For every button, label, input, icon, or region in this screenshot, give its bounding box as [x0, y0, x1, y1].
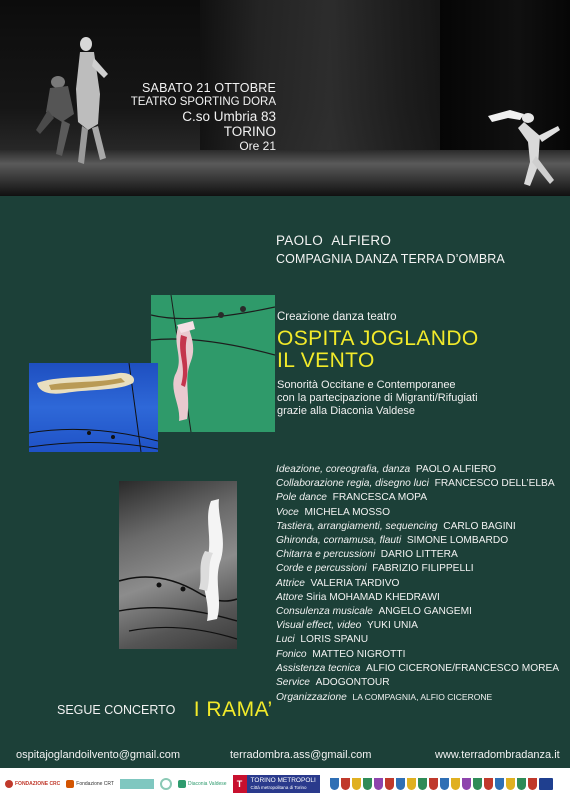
credit-name: Siria MOHAMAD KHEDRAWI	[306, 591, 440, 603]
credit-line	[276, 605, 559, 619]
credit-role: Assistenza tecnica	[276, 662, 361, 674]
crest-icon	[363, 778, 372, 790]
crest-icon	[462, 778, 471, 790]
credit-name: MATTEO NIGROTTI	[312, 648, 406, 660]
crest-icon	[385, 778, 394, 790]
show-genre: Creazione danza teatro	[277, 311, 397, 323]
crest-icon	[484, 778, 493, 790]
credit-role: Ghironda, cornamusa, flauti	[276, 535, 402, 547]
crest-icon	[352, 778, 361, 790]
event-venue: TEATRO SPORTING DORA	[130, 96, 276, 108]
credit-name: LA COMPAGNIA, ALFIO CICERONE	[352, 692, 493, 703]
credit-line	[276, 619, 559, 633]
event-date: SABATO 21 OTTOBRE	[142, 81, 276, 95]
concert-announcement	[57, 698, 273, 722]
credit-role: Voce	[276, 506, 299, 518]
credit-role: Service	[276, 677, 310, 689]
credit-name: PAOLO ALFIERO	[415, 464, 497, 475]
credit-role: Luci	[276, 634, 295, 646]
credit-line	[276, 562, 559, 576]
diaconia-valdese-logo	[178, 780, 227, 788]
eu-flag-icon	[539, 778, 553, 790]
fondazione-crc-logo	[5, 780, 60, 788]
crest-icon	[374, 778, 383, 790]
author-block	[276, 233, 505, 266]
pole-dancer-figure	[480, 96, 566, 192]
credit-name: YUKI UNIA	[367, 620, 418, 632]
credit-line	[276, 463, 559, 477]
event-details	[131, 81, 276, 153]
website-link[interactable]: www.terradombradanza.it	[435, 749, 560, 761]
torino-metropoli-logo	[233, 775, 320, 793]
credit-line	[276, 520, 559, 534]
show-title-line-1: OSPITA JOGLANDO	[277, 327, 479, 350]
show-description-line-2: con la partecipazione di Migranti/Rifugiati	[277, 391, 478, 404]
author-name: PAOLO ALFIERO	[276, 233, 392, 248]
credit-name: DARIO LITTERA	[380, 549, 458, 561]
credits-list	[276, 463, 559, 705]
credit-line	[276, 633, 559, 647]
crest-icon	[440, 778, 449, 790]
crest-icon	[506, 778, 515, 790]
credit-line	[276, 534, 559, 548]
credit-role: Organizzazione	[276, 692, 347, 704]
torino-logo-name: TORINO METROPOLI	[250, 777, 316, 784]
torino-logo-subtitle: Città metropolitana di Torino	[250, 785, 307, 790]
municipal-crests	[330, 778, 553, 790]
crt-logo-text: Fondazione CRT	[76, 781, 114, 787]
credit-name: ANGELO GANGEMI	[378, 606, 472, 618]
credit-line	[276, 577, 559, 591]
teal-banner-icon	[120, 779, 154, 789]
show-description	[277, 379, 479, 417]
event-time: Ore 21	[239, 139, 276, 153]
sponsor-logos-strip	[0, 768, 570, 800]
crest-icon	[473, 778, 482, 790]
credit-role: Tastiera, arrangiamenti, sequencing	[276, 520, 438, 532]
credit-role: Chitarra e percussioni	[276, 549, 376, 561]
company-name: COMPAGNIA DANZA TERRA D’OMBRA	[276, 252, 505, 266]
credit-role: Attore	[276, 591, 304, 603]
credit-name: VALERIA TARDIVO	[310, 577, 400, 589]
barbed-wire-bw-photo	[119, 481, 237, 649]
credit-name: LORIS SPANU	[300, 634, 369, 646]
concert-label: SEGUE CONCERTO	[57, 703, 176, 717]
show-description-line-3: grazie alla Diaconia Valdese	[277, 404, 415, 417]
event-city: TORINO	[223, 124, 276, 139]
fabric-on-wire-photo	[151, 295, 275, 432]
credit-name: FRANCESCO DELL’ELBA	[434, 478, 555, 490]
crest-icon	[396, 778, 405, 790]
ring-logo-icon	[160, 778, 172, 790]
show-description-line-1: Sonorità Occitane e Contemporanee	[277, 379, 456, 391]
show-title-line-2: IL VENTO	[277, 349, 375, 372]
credit-line	[276, 591, 559, 605]
credit-line	[276, 477, 559, 491]
crest-icon	[495, 778, 504, 790]
credit-role: Fonico	[276, 648, 307, 660]
credit-name: SIMONE LOMBARDO	[406, 535, 509, 547]
credit-name: CARLO BAGINI	[443, 520, 516, 532]
email-link-show[interactable]: ospitajoglandoilvento@gmail.com	[16, 749, 181, 761]
crest-icon	[407, 778, 416, 790]
crc-mark-icon	[5, 780, 13, 788]
valdese-mark-icon	[178, 780, 186, 788]
crest-icon	[517, 778, 526, 790]
credit-line	[276, 662, 559, 676]
show-info	[277, 311, 479, 417]
crest-icon	[429, 778, 438, 790]
credit-line	[276, 506, 559, 520]
credit-name: MICHELA MOSSO	[304, 506, 390, 518]
credit-role: Collaborazione regia, disegno luci	[276, 478, 429, 490]
crc-logo-text: FONDAZIONE CRC	[15, 781, 61, 787]
credit-role: Pole dance	[276, 492, 327, 504]
partner-logo-teal	[120, 779, 154, 789]
credit-name: FRANCESCA MOPA	[332, 492, 427, 504]
credit-role: Consulenza musicale	[276, 606, 373, 618]
credit-line	[276, 491, 559, 505]
partner-logo-ring	[160, 778, 172, 790]
crest-icon	[451, 778, 460, 790]
credit-name: FABRIZIO FILIPPELLI	[372, 563, 474, 575]
credit-role: Ideazione, coreografia, danza	[276, 464, 411, 475]
crest-icon	[528, 778, 537, 790]
crt-mark-icon	[66, 780, 74, 788]
credit-line	[276, 548, 559, 562]
credit-name: ADOGONTOUR	[315, 677, 390, 689]
show-title	[277, 328, 479, 372]
credit-line	[276, 676, 559, 690]
stage-photo	[0, 0, 570, 196]
crest-icon	[330, 778, 339, 790]
credit-name: ALFIO CICERONE/FRANCESCO MOREA	[366, 662, 560, 674]
credit-role: Corde e percussioni	[276, 563, 367, 575]
crest-icon	[341, 778, 350, 790]
crest-icon	[418, 778, 427, 790]
credit-line	[276, 690, 559, 705]
valdese-logo-text: Diaconia Valdese	[188, 781, 227, 787]
credit-role: Attrice	[276, 577, 305, 589]
torino-logo-text	[247, 775, 320, 793]
torino-badge-icon: T	[233, 775, 247, 793]
fondazione-crt-logo	[66, 780, 114, 788]
credit-role: Visual effect, video	[276, 620, 362, 632]
email-link-association[interactable]: terradombra.ass@gmail.com	[230, 749, 372, 761]
credit-line	[276, 648, 559, 662]
concert-band-name: I RAMA’	[193, 698, 273, 721]
dancer-couple-figure	[28, 34, 118, 174]
event-address: C.so Umbria 83	[182, 109, 276, 124]
cloth-in-sky-photo	[29, 363, 158, 452]
